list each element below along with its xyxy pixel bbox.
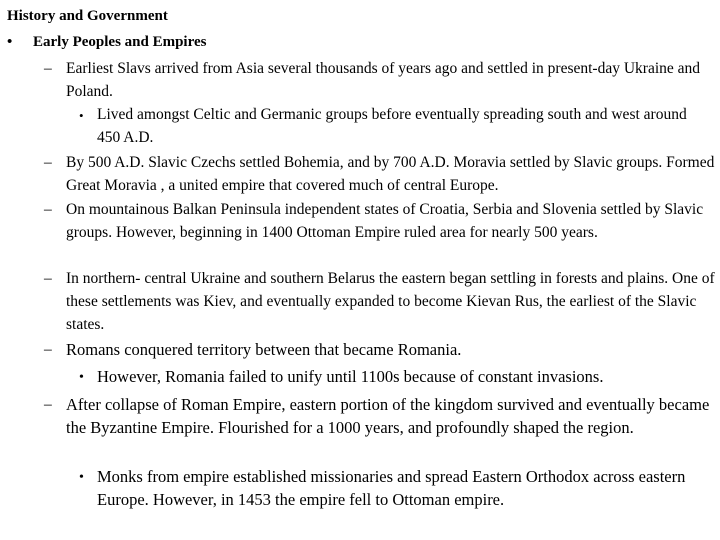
dash-marker: – xyxy=(44,341,52,358)
bullet-marker: • xyxy=(79,370,84,385)
bullet-marker: • xyxy=(7,34,13,50)
bullet-item xyxy=(44,198,716,244)
sub-bullet-item xyxy=(79,103,709,149)
sub-bullet-item xyxy=(79,465,715,511)
slide-title: History and Government xyxy=(7,8,168,24)
bullet-item xyxy=(44,393,716,439)
bullet-item xyxy=(44,57,716,103)
bullet-text: Lived amongst Celtic and Germanic groups before eventually spreading south and west around 450 A.D. xyxy=(97,106,687,146)
dash-marker: – xyxy=(44,201,52,218)
level1-text: Early Peoples and Empires xyxy=(33,34,207,50)
bullet-item xyxy=(44,151,716,197)
sub-bullet-item xyxy=(79,365,715,388)
dash-marker: – xyxy=(44,396,52,413)
bullet-text: However, Romania failed to unify until 1100s because of constant invasions. xyxy=(97,367,604,386)
dash-marker: – xyxy=(44,270,52,287)
bullet-item xyxy=(44,267,716,336)
bullet-text: By 500 A.D. Slavic Czechs settled Bohemia, and by 700 A.D. Moravia settled by Slavic groups. Formed Great Moravia , a united empire that covered much of central Europe. xyxy=(66,154,715,194)
bullet-text: On mountainous Balkan Peninsula independent states of Croatia, Serbia and Slovenia settled by Slavic groups. However, beginning in 1400 Ottoman Empire ruled area for nearly 500 years. xyxy=(66,201,704,241)
bullet-text: After collapse of Roman Empire, eastern portion of the kingdom survived and eventually became the Byzantine Empire. Flourished for a 1000 years, and profoundly shaped the region. xyxy=(66,395,710,437)
bullet-text: Earliest Slavs arrived from Asia several thousands of years ago and settled in present-day Ukraine and Poland. xyxy=(66,60,701,100)
dash-marker: – xyxy=(44,60,52,77)
bullet-text: Monks from empire established missionaries and spread Eastern Orthodox across eastern Europe. However, in 1453 the empire fell to Ottoman empire. xyxy=(97,467,686,509)
dash-marker: – xyxy=(44,154,52,171)
bullet-marker: • xyxy=(79,470,84,485)
bullet-item xyxy=(44,338,716,361)
bullet-text: Romans conquered territory between that became Romania. xyxy=(66,340,462,359)
bullet-text: In northern- central Ukraine and southern Belarus the eastern began settling in forests and plains. One of these settlements was Kiev, and eventually expanded to become Kievan Rus, the earliest of the Slavic states. xyxy=(66,270,715,333)
bullet-marker: • xyxy=(79,108,84,123)
